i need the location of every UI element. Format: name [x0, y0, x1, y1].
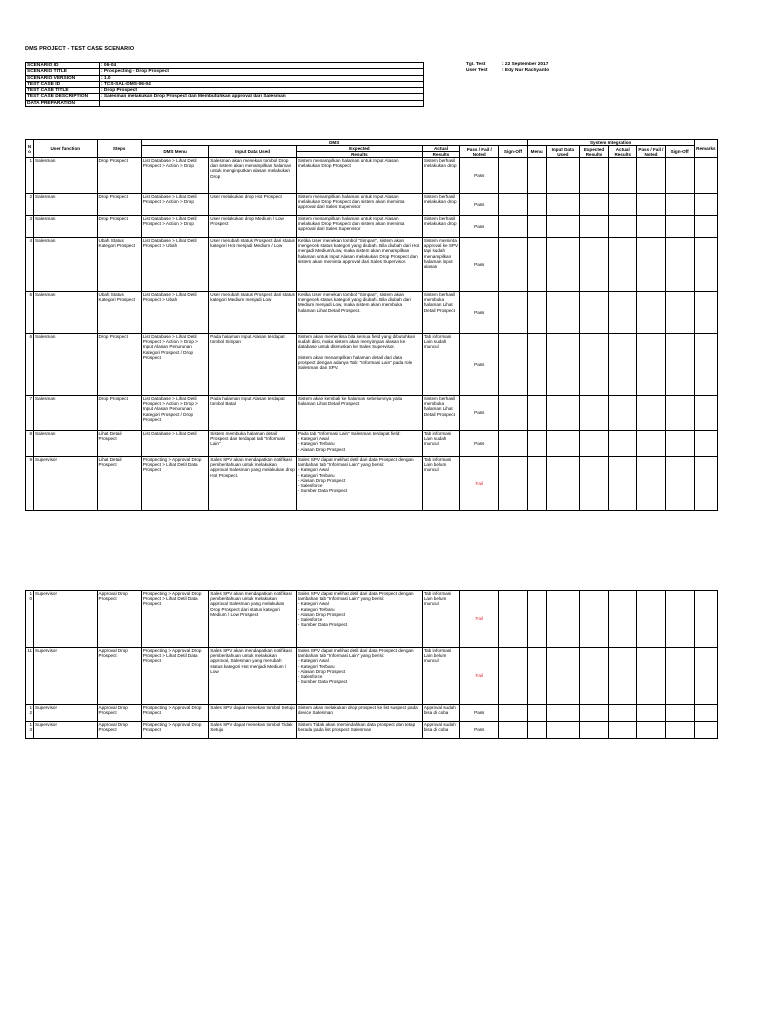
scenario-info-value: : 1.0	[100, 75, 424, 81]
test-case-sign-off	[499, 591, 527, 648]
test-case-expected: Sistem Tidak akan memindahkan data prospect dan tetap berada pada list prospect Salesman	[296, 722, 422, 739]
si-sign-off-cell	[665, 238, 694, 292]
si-menu-cell	[527, 591, 546, 648]
si-input-data-cell	[546, 591, 579, 648]
remarks-cell	[694, 292, 717, 334]
si-input-data-cell	[546, 238, 579, 292]
test-case-user-function: Supervisor	[34, 648, 97, 705]
test-case-expected: Sales SPV dapat melihat detil dari data Prospect dengan tambahan tab "Informasi Lain" yang berisi: - Kategori Awal - Kategori Terbaru - Alasan Drop Prospect - Salesforce - Sumber Data Prospect	[296, 648, 422, 705]
si-actual-cell	[609, 722, 637, 739]
si-pass-fail-cell	[637, 591, 665, 648]
scenario-info-value: : Salesman melakukan Drop Prospect dan Membutuhkan approval dari Salesman	[100, 94, 424, 100]
test-case-status: Pass	[460, 722, 499, 739]
test-case-steps: Drop Prospect	[97, 216, 141, 238]
test-case-sign-off	[499, 334, 527, 396]
test-case-row	[26, 722, 718, 739]
header-si-expected: Expected Results	[579, 146, 608, 158]
si-expected-cell	[579, 457, 608, 511]
test-case-sign-off	[499, 457, 527, 511]
test-case-status: Fail	[460, 457, 499, 511]
si-pass-fail-cell	[637, 396, 665, 431]
scenario-info-label: SCENARIO VERSION	[26, 75, 100, 81]
test-case-user-function: Supervisor	[34, 705, 97, 722]
test-meta-row	[465, 68, 575, 74]
test-case-input-data: User melakukan drop Medium / Low Prospect	[209, 216, 297, 238]
test-case-input-data: Sales SPV akan mendapatkan notifikasi pemberitahuan untuk melakukan approval Salesman yang melakukan Drop Prospect dari status kategori Medium / Low Prospect	[209, 591, 297, 648]
si-input-data-cell	[546, 722, 579, 739]
header-expected: Expected	[296, 146, 422, 152]
si-expected-cell	[579, 722, 608, 739]
test-case-input-data: Sales SPV akan mendapatkan notifikasi pemberitahuan untuk melakukan approval, Salesman yang merubah status kategori Hot menjadi Medium / Low	[209, 648, 297, 705]
si-sign-off-cell	[665, 334, 694, 396]
test-case-status: Pass	[460, 431, 499, 457]
si-expected-cell	[579, 216, 608, 238]
si-actual-cell	[609, 292, 637, 334]
header-user-function: User function	[34, 140, 97, 158]
si-actual-cell	[609, 396, 637, 431]
test-case-status: Pass	[460, 238, 499, 292]
si-menu-cell	[527, 722, 546, 739]
test-case-status: Pass	[460, 194, 499, 216]
si-pass-fail-cell	[637, 722, 665, 739]
scenario-info-value: : Prospecting - Drop Prospect	[100, 69, 424, 75]
si-expected-cell	[579, 334, 608, 396]
si-input-data-cell	[546, 194, 579, 216]
test-case-sign-off	[499, 722, 527, 739]
header-dms-menu: DMS Menu	[141, 146, 208, 158]
test-case-actual: Tab informasi Lain sudah muncul	[422, 334, 459, 396]
test-case-no: 7	[26, 396, 34, 431]
header-no: No	[26, 140, 34, 158]
header-remarks: Remarks	[694, 140, 717, 158]
si-sign-off-cell	[665, 705, 694, 722]
si-input-data-cell	[546, 431, 579, 457]
si-actual-cell	[609, 194, 637, 216]
si-actual-cell	[609, 705, 637, 722]
test-case-row	[26, 194, 718, 216]
test-case-user-function: Salesman	[34, 194, 97, 216]
test-case-row	[26, 457, 718, 511]
remarks-cell	[694, 158, 717, 194]
si-sign-off-cell	[665, 194, 694, 216]
si-actual-cell	[609, 158, 637, 194]
header-sign-off: Sign-Off	[499, 146, 527, 158]
test-case-input-data: User merubah status Prospect dari status kategori Hot menjadi Medium / Low	[209, 238, 297, 292]
test-case-user-function: Salesman	[34, 238, 97, 292]
test-case-dms-menu: List Database > Lihat Detil Prospect > Action > Drop	[141, 194, 208, 216]
test-case-no: 12	[26, 705, 34, 722]
test-case-steps: Approval Drop Prospect	[97, 648, 141, 705]
test-case-sign-off	[499, 648, 527, 705]
test-case-expected: Sistem menampilkan halaman untuk Input Alasan melakukan Drop Prospect dan sistem akan meminta approval dari Sales Supervisor	[296, 194, 422, 216]
test-case-table	[25, 139, 718, 511]
remarks-cell	[694, 396, 717, 431]
test-case-sign-off	[499, 396, 527, 431]
scenario-info-value	[100, 100, 424, 106]
test-case-steps: Lihat Detail Prospect	[97, 431, 141, 457]
si-menu-cell	[527, 457, 546, 511]
test-case-dms-menu: Prospecting > Approval Drop Prospect > Lihat Detil Data Prospect	[141, 457, 208, 511]
test-case-steps: Lihat Detail Prospect	[97, 457, 141, 511]
test-case-input-data: User merubah status Prospect dari status kategori Medium menjadi Low	[209, 292, 297, 334]
test-case-user-function: Supervisor	[34, 457, 97, 511]
test-case-no: 11	[26, 648, 34, 705]
test-case-input-data: Sistem membuka halaman detail Prospect dan terdapat tab "Informasi Lain"	[209, 431, 297, 457]
si-sign-off-cell	[665, 591, 694, 648]
si-menu-cell	[527, 396, 546, 431]
test-case-user-function: Salesman	[34, 396, 97, 431]
test-case-table-continued	[25, 590, 718, 739]
test-case-no: 1	[26, 158, 34, 194]
si-input-data-cell	[546, 648, 579, 705]
test-case-row	[26, 216, 718, 238]
si-expected-cell	[579, 431, 608, 457]
test-case-row	[26, 334, 718, 396]
test-case-user-function: Salesman	[34, 216, 97, 238]
remarks-cell	[694, 216, 717, 238]
test-case-status: Pass	[460, 334, 499, 396]
si-actual-cell	[609, 648, 637, 705]
si-sign-off-cell	[665, 158, 694, 194]
si-sign-off-cell	[665, 722, 694, 739]
si-actual-cell	[609, 216, 637, 238]
test-case-expected: Sistem akan melakukan drop prospect ke list suspect pada device Salesman	[296, 705, 422, 722]
test-case-actual: Tab informasi Lain belum muncul	[422, 648, 459, 705]
test-case-actual: Approval sudah bisa di coba	[422, 722, 459, 739]
scenario-info-table	[25, 62, 424, 107]
test-case-status: Fail	[460, 648, 499, 705]
test-case-dms-menu: List Database > Lihat Detil Prospect > Ubah	[141, 238, 208, 292]
test-case-dms-menu: List Database > Lihat Detil Prospect > Action > Drop > Input Alasan Penurunan Kategori Prospect / Drop Prospect	[141, 396, 208, 431]
si-sign-off-cell	[665, 396, 694, 431]
remarks-cell	[694, 238, 717, 292]
si-actual-cell	[609, 431, 637, 457]
header-si-menu: Menu	[527, 146, 546, 158]
si-sign-off-cell	[665, 431, 694, 457]
test-case-row	[26, 396, 718, 431]
si-expected-cell	[579, 158, 608, 194]
si-input-data-cell	[546, 334, 579, 396]
remarks-cell	[694, 648, 717, 705]
si-input-data-cell	[546, 457, 579, 511]
test-case-steps: Drop Prospect	[97, 334, 141, 396]
test-case-actual: Sistem berhasil melakukan drop	[422, 194, 459, 216]
si-expected-cell	[579, 292, 608, 334]
si-sign-off-cell	[665, 292, 694, 334]
test-case-sign-off	[499, 431, 527, 457]
test-meta-label: User Test	[466, 67, 488, 73]
test-meta-label: Tgl. Test	[466, 62, 486, 67]
test-case-steps: Drop Prospect	[97, 396, 141, 431]
test-case-actual: Sistem berhasil membuka halaman Lihat Detail Prospect	[422, 292, 459, 334]
test-case-expected: Ketika User menekan tombol "Simpan", sistem akan mengecek status kategori yang diubah. Bila diubah dari Hot menjadi Medium/Low, maka sistem akan menampilkan halaman untuk Input Alasan melakukan Drop Prospect dan sistem akan meminta approval dari Sales Supervisor.	[296, 238, 422, 292]
test-case-input-data: User melakukan drop Hot Prospect	[209, 194, 297, 216]
test-case-sign-off	[499, 194, 527, 216]
si-pass-fail-cell	[637, 431, 665, 457]
test-case-no: 5	[26, 292, 34, 334]
test-case-row	[26, 292, 718, 334]
header-expected-results: Results	[296, 152, 422, 158]
test-case-no: 8	[26, 431, 34, 457]
test-case-actual: Sistem berhasil melakukan drop	[422, 158, 459, 194]
test-case-sign-off	[499, 705, 527, 722]
test-case-sign-off	[499, 216, 527, 238]
test-case-expected: Sales SPV dapat melihat detil dari data Prospect dengan tambahan tab "Informasi Lain" yang berisi: - Kategori Awal - Kategori Terbaru - Alasan Drop Prospect - Salesforce - Sumber Data Prospect	[296, 591, 422, 648]
si-pass-fail-cell	[637, 334, 665, 396]
scenario-info-label: TEST CASE DESCRIPTION	[26, 94, 100, 100]
test-case-input-data: Pada halaman Input Alasan terdapat tombol Batal	[209, 396, 297, 431]
si-actual-cell	[609, 457, 637, 511]
test-case-dms-menu: Prospecting > Approval Drop Prospect	[141, 705, 208, 722]
test-case-steps: Approval Drop Prospect	[97, 705, 141, 722]
test-case-row	[26, 431, 718, 457]
si-expected-cell	[579, 648, 608, 705]
test-case-user-function: Salesman	[34, 158, 97, 194]
si-actual-cell	[609, 238, 637, 292]
test-case-input-data: Sales SPV akan mendapatkan notifikasi pemberitahuan untuk melakukan approval Salesman yang melakukan drop Hot Prospect.	[209, 457, 297, 511]
header-dms: DMS	[141, 140, 527, 146]
test-meta-value: : Edy Nur Rachyanto	[502, 67, 550, 73]
test-case-steps: Ubah Status Kategori Prospect	[97, 292, 141, 334]
si-menu-cell	[527, 292, 546, 334]
si-menu-cell	[527, 194, 546, 216]
test-case-actual: Tab informasi Lain sudah muncul	[422, 431, 459, 457]
si-pass-fail-cell	[637, 238, 665, 292]
test-case-status: Pass	[460, 158, 499, 194]
remarks-cell	[694, 431, 717, 457]
test-meta-table	[465, 62, 575, 73]
test-case-expected: Sistem menampilkan halaman untuk Input Alasan melakukan Drop Prospect dan sistem akan meminta approval dari Sales Supervisor	[296, 216, 422, 238]
scenario-info-label: SCENARIO TITLE	[26, 69, 100, 75]
remarks-cell	[694, 457, 717, 511]
si-expected-cell	[579, 396, 608, 431]
header-si-sign-off: Sign-Off	[665, 146, 694, 158]
si-input-data-cell	[546, 396, 579, 431]
test-case-row	[26, 705, 718, 722]
si-input-data-cell	[546, 705, 579, 722]
si-sign-off-cell	[665, 216, 694, 238]
test-case-status: Pass	[460, 705, 499, 722]
si-sign-off-cell	[665, 457, 694, 511]
test-case-actual: Sistem berhasil melakukan drop	[422, 216, 459, 238]
si-expected-cell	[579, 194, 608, 216]
test-case-row	[26, 158, 718, 194]
scenario-info-row	[26, 100, 424, 106]
header-pass-fail: Pass / Fail / Noted	[460, 146, 499, 158]
test-case-actual: Approval sudah bisa di coba	[422, 705, 459, 722]
test-case-status: Pass	[460, 216, 499, 238]
test-case-expected: Ketika User menekan tombol "Simpan", sistem akan mengecek status kategori yang diubah. Bila diubah dari Medium menjadi Low, maka sistem akan membuka halaman Lihat Detail Prospect.	[296, 292, 422, 334]
si-input-data-cell	[546, 158, 579, 194]
header-input-data-used: Input Data Used	[209, 146, 297, 158]
si-pass-fail-cell	[637, 648, 665, 705]
header-steps: Steps	[97, 140, 141, 158]
test-case-input-data: Sales SPV dapat menekan tombol Setuju	[209, 705, 297, 722]
test-case-dms-menu: Prospecting > Approval Drop Prospect > Lihat Detil Data Prospect	[141, 591, 208, 648]
test-case-dms-menu: List Database > Lihat Detil Prospect > Action > Drop	[141, 216, 208, 238]
si-menu-cell	[527, 216, 546, 238]
test-case-no: 2	[26, 194, 34, 216]
test-case-dms-menu: Prospecting > Approval Drop Prospect	[141, 722, 208, 739]
test-case-steps: Approval Drop Prospect	[97, 722, 141, 739]
test-case-steps: Ubah Status Kategori Prospect	[97, 238, 141, 292]
si-expected-cell	[579, 238, 608, 292]
test-case-input-data: Salesman akan menekan tombol Drop dan sistem akan menampilkan halaman untuk menginputkan alasan melakukan Drop	[209, 158, 297, 194]
remarks-cell	[694, 591, 717, 648]
test-case-actual: Tab informasi Lain belum muncul	[422, 457, 459, 511]
si-pass-fail-cell	[637, 457, 665, 511]
test-case-user-function: Supervisor	[34, 591, 97, 648]
si-input-data-cell	[546, 292, 579, 334]
header-system-integration: System Integration	[527, 140, 694, 146]
test-case-dms-menu: List Database > Lihat Detil Prospect > Ubah	[141, 292, 208, 334]
test-case-dms-menu: List Database > Lihat Detil	[141, 431, 208, 457]
test-case-actual: Sistem meminta approval ke SPV tapi sudah menampilkan halaman input alasan	[422, 238, 459, 292]
test-case-steps: Approval Drop Prospect	[97, 591, 141, 648]
test-case-no: 9	[26, 457, 34, 511]
test-case-expected: Sistem menampilkan halaman untuk Input Alasan melakukan Drop Prospect	[296, 158, 422, 194]
si-pass-fail-cell	[637, 292, 665, 334]
test-case-expected: Sistem akan kembali ke halaman sebelumnya yaitu halaman Lihat Detail Prospect	[296, 396, 422, 431]
test-case-status: Pass	[460, 292, 499, 334]
test-case-user-function: Salesman	[34, 431, 97, 457]
document-title: DMS PROJECT - TEST CASE SCENARIO	[25, 46, 135, 52]
test-case-sign-off	[499, 238, 527, 292]
si-pass-fail-cell	[637, 216, 665, 238]
test-case-expected: Sales SPV dapat melihat detil dari data Prospect dengan tambahan tab "Informasi Lain" yang berisi: - Kategori Awal - Kategori Terbaru - Alasan Drop Prospect - Salesforce - Sumber Data Prospect	[296, 457, 422, 511]
scenario-info-label: TEST CASE TITLE	[26, 88, 100, 94]
test-case-user-function: Salesman	[34, 292, 97, 334]
test-case-dms-menu: Prospecting > Approval Drop Prospect > Lihat Detil Data Prospect	[141, 648, 208, 705]
test-case-user-function: Salesman	[34, 334, 97, 396]
header-actual: Actual	[422, 146, 459, 152]
scenario-info-label: DATA PREPARATION	[26, 100, 100, 106]
remarks-cell	[694, 194, 717, 216]
test-case-dms-menu: List Database > Lihat Detil Prospect > Action > Drop	[141, 158, 208, 194]
header-si-actual: Actual Results	[609, 146, 637, 158]
header-actual-results: Results	[422, 152, 459, 158]
si-actual-cell	[609, 591, 637, 648]
si-pass-fail-cell	[637, 158, 665, 194]
si-expected-cell	[579, 591, 608, 648]
remarks-cell	[694, 722, 717, 739]
remarks-cell	[694, 705, 717, 722]
test-case-sign-off	[499, 292, 527, 334]
test-case-row	[26, 238, 718, 292]
si-menu-cell	[527, 431, 546, 457]
si-expected-cell	[579, 705, 608, 722]
test-meta-value: : 22 September 2017	[502, 62, 549, 67]
remarks-cell	[694, 334, 717, 396]
si-input-data-cell	[546, 216, 579, 238]
si-menu-cell	[527, 648, 546, 705]
scenario-info-label: TEST CASE ID	[26, 81, 100, 87]
test-case-row	[26, 591, 718, 648]
test-case-no: 10	[26, 591, 34, 648]
header-si-pass-fail: Pass / Fail / Noted	[638, 146, 664, 157]
header-si-input-data: Input Data Used	[546, 146, 579, 158]
scenario-info-value: : 06-04	[100, 63, 424, 69]
test-case-status: Pass	[460, 396, 499, 431]
si-menu-cell	[527, 334, 546, 396]
si-menu-cell	[527, 238, 546, 292]
test-case-no: 13	[26, 722, 34, 739]
test-case-actual: Sistem berhasil membuka halaman Lihat Detail Prospect	[422, 396, 459, 431]
test-case-input-data: Sales SPV dapat menekan tombol Tidak Setuju	[209, 722, 297, 739]
si-pass-fail-cell	[637, 705, 665, 722]
test-case-user-function: Supervisor	[34, 722, 97, 739]
test-case-actual: Tab informasi Lain belum muncul	[422, 591, 459, 648]
test-case-steps: Drop Prospect	[97, 158, 141, 194]
test-case-sign-off	[499, 158, 527, 194]
scenario-info-value: : TCS-SAL-DMS-06-04	[100, 81, 424, 87]
scenario-info-value: : Drop Prospect	[100, 88, 424, 94]
test-case-no: 3	[26, 216, 34, 238]
test-case-row	[26, 648, 718, 705]
test-case-steps: Drop Prospect	[97, 194, 141, 216]
si-menu-cell	[527, 158, 546, 194]
test-case-input-data: Pada halaman Input Alasan terdapat tombol Simpan	[209, 334, 297, 396]
test-case-no: 6	[26, 334, 34, 396]
test-case-status: Fail	[460, 591, 499, 648]
si-menu-cell	[527, 705, 546, 722]
test-case-no: 4	[26, 238, 34, 292]
test-case-dms-menu: List Database > Lihat Detil Prospect > Action > Drop > Input Alasan Penurunan Kategori Prospect / Drop Prospect	[141, 334, 208, 396]
si-pass-fail-cell	[637, 194, 665, 216]
test-case-expected: Sistem akan memeriksa bila semua field yang dibutuhkan sudah diisi, maka sistem akan menyimpan alasan ke database untuk diteruskan ke Sales Supervisor. Sistem akan menampilkan halaman detail dari data prospect dengan adanya Tab: "Informasi Lain" pada role Salesman dan SPV.	[296, 334, 422, 396]
si-actual-cell	[609, 334, 637, 396]
si-sign-off-cell	[665, 648, 694, 705]
scenario-info-label: SCENARIO ID	[26, 63, 100, 69]
test-case-expected: Pada tab "Informasi Lain" Salesman terdapat field: - Kategori Awal - Kategori Terbaru - Alasan Drop Prospect	[296, 431, 422, 457]
